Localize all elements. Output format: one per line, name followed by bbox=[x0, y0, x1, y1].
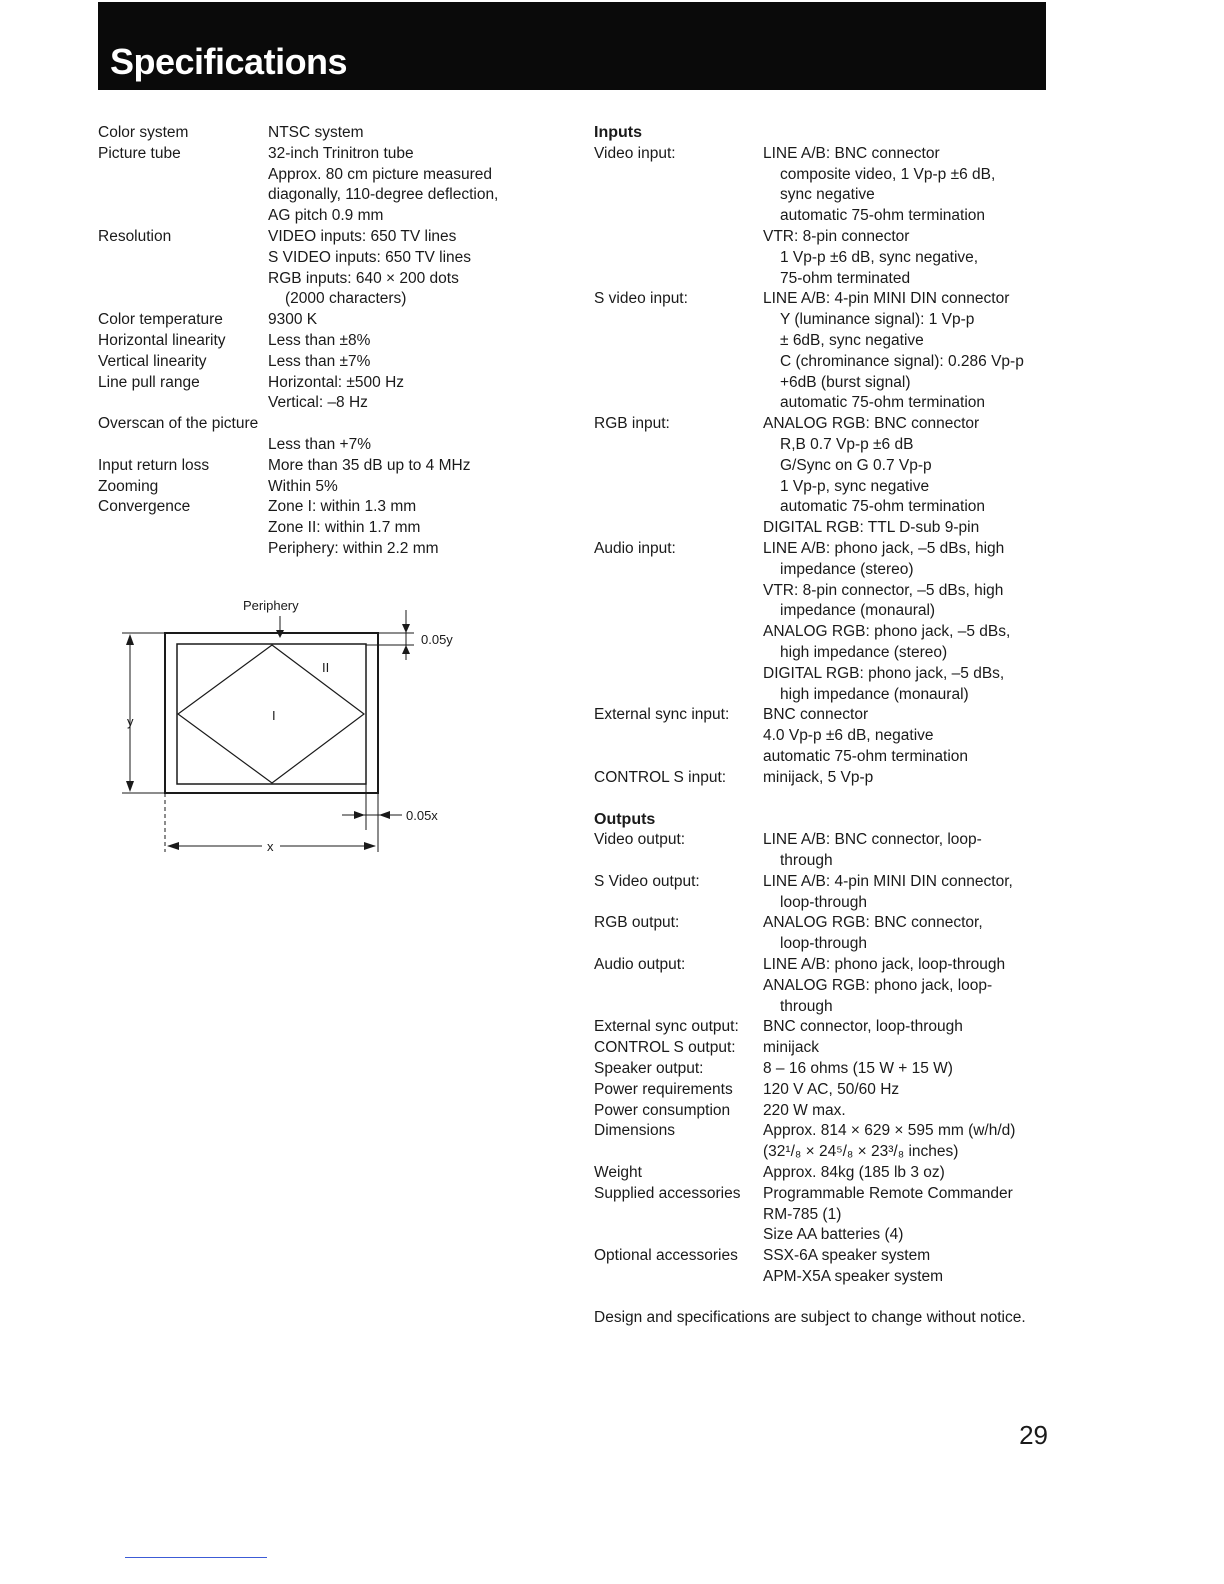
spec-values bbox=[763, 414, 1064, 539]
spec-value-line: R,B 0.7 Vp-p ±6 dB bbox=[780, 435, 914, 453]
y-arrow-down bbox=[126, 781, 134, 792]
spec-value-line: Vertical: –8 Hz bbox=[268, 394, 368, 412]
spec-values bbox=[268, 331, 568, 352]
spec-value-line: loop-through bbox=[780, 893, 868, 911]
inputs-list bbox=[594, 144, 1064, 789]
spec-values bbox=[763, 1059, 1064, 1080]
spec-value-line: ANALOG RGB: phono jack, –5 dBs, bbox=[763, 623, 1011, 641]
spec-label: Audio output: bbox=[594, 956, 686, 974]
spec-value-line: ANALOG RGB: phono jack, loop- bbox=[763, 976, 993, 994]
spec-row bbox=[594, 1017, 1064, 1038]
spec-values bbox=[763, 289, 1064, 414]
outputs-heading: Outputs bbox=[594, 810, 656, 828]
spec-row bbox=[594, 144, 1064, 290]
spec-value-line: (32¹/₈ × 24⁵/₈ × 23³/₈ inches) bbox=[763, 1143, 959, 1161]
page-number: 29 bbox=[1019, 1420, 1048, 1450]
spec-value-line: Zone II: within 1.7 mm bbox=[268, 519, 421, 537]
convergence-diagram bbox=[112, 590, 472, 860]
spec-value-line: ANALOG RGB: BNC connector, bbox=[763, 914, 983, 932]
spec-row bbox=[98, 352, 568, 373]
spec-value-line: automatic 75-ohm termination bbox=[780, 498, 986, 516]
spec-value-line: LINE A/B: BNC connector bbox=[763, 144, 940, 162]
spec-values bbox=[763, 1101, 1064, 1122]
spec-value-line: Size AA batteries (4) bbox=[763, 1226, 904, 1244]
page-title: Specifications bbox=[110, 41, 348, 82]
spec-label: Video input: bbox=[594, 144, 676, 162]
spec-row bbox=[98, 414, 568, 435]
spec-values bbox=[763, 1246, 1064, 1288]
spec-values bbox=[763, 872, 1064, 914]
spec-value-line: Y (luminance signal): 1 Vp-p bbox=[780, 311, 975, 329]
spec-value-line: diagonally, 110-degree deflection, bbox=[268, 186, 499, 204]
spec-value-line: sync negative bbox=[780, 186, 875, 204]
spec-value-line: automatic 75-ohm termination bbox=[763, 747, 969, 765]
spec-row bbox=[594, 872, 1064, 914]
spec-value-line: LINE A/B: phono jack, loop-through bbox=[763, 956, 1006, 974]
spec-label: External sync output: bbox=[594, 1018, 739, 1036]
spec-row bbox=[98, 144, 568, 227]
spec-value-line: ANALOG RGB: BNC connector bbox=[763, 415, 980, 433]
spec-row bbox=[594, 1163, 1064, 1184]
spec-value-line: impedance (stereo) bbox=[780, 560, 914, 578]
spec-values bbox=[763, 913, 1064, 955]
spec-label: Power consumption bbox=[594, 1101, 731, 1119]
spec-value-line: APM-X5A speaker system bbox=[763, 1268, 944, 1286]
spec-label: Convergence bbox=[98, 498, 191, 516]
spec-values bbox=[763, 768, 1064, 789]
spec-value-line: DIGITAL RGB: phono jack, –5 dBs, bbox=[763, 664, 1005, 682]
y-margin-arrow-down bbox=[402, 624, 410, 633]
spec-value-line: composite video, 1 Vp-p ±6 dB, bbox=[780, 165, 996, 183]
spec-label: Horizontal linearity bbox=[98, 331, 226, 349]
spec-value-line: ± 6dB, sync negative bbox=[780, 331, 924, 349]
spec-values bbox=[268, 352, 568, 373]
spec-value-line: Less than +7% bbox=[268, 435, 371, 453]
spec-label: Picture tube bbox=[98, 144, 181, 162]
section-gap bbox=[594, 789, 1064, 810]
spec-values bbox=[763, 144, 1064, 290]
spec-value-line: 1 Vp-p ±6 dB, sync negative, bbox=[780, 248, 979, 266]
spec-value-line: (2000 characters) bbox=[285, 290, 407, 308]
spec-row-values bbox=[98, 435, 568, 456]
spec-value-line: 4.0 Vp-p ±6 dB, negative bbox=[763, 727, 934, 745]
spec-value-line: high impedance (stereo) bbox=[780, 643, 948, 661]
spec-label: Power requirements bbox=[594, 1080, 733, 1098]
spec-row bbox=[594, 1080, 1064, 1101]
spec-value-line: C (chrominance signal): 0.286 Vp-p bbox=[780, 352, 1024, 370]
spec-values bbox=[763, 1080, 1064, 1101]
spec-label: Color temperature bbox=[98, 311, 223, 329]
zone-one-label: I bbox=[272, 708, 276, 723]
spec-label: Weight bbox=[594, 1164, 642, 1182]
spec-value-line: LINE A/B: phono jack, –5 dBs, high bbox=[763, 539, 1005, 557]
spec-label: CONTROL S output: bbox=[594, 1039, 736, 1057]
spec-value-line: DIGITAL RGB: TTL D-sub 9-pin bbox=[763, 519, 980, 537]
spec-value-line: LINE A/B: BNC connector, loop- bbox=[763, 831, 982, 849]
left-spec-list bbox=[98, 123, 568, 560]
spec-row bbox=[594, 913, 1064, 955]
footer-rule bbox=[125, 1557, 267, 1558]
spec-row bbox=[98, 497, 568, 559]
spec-values bbox=[268, 456, 568, 477]
spec-row bbox=[594, 768, 1064, 789]
y-label: y bbox=[127, 714, 134, 729]
spec-label: Audio input: bbox=[594, 539, 676, 557]
spec-label: Line pull range bbox=[98, 373, 200, 391]
spec-value-line: through bbox=[780, 852, 833, 870]
spec-row bbox=[594, 1121, 1064, 1163]
spec-label: Input return loss bbox=[98, 456, 210, 474]
spec-values bbox=[268, 435, 568, 456]
spec-label: S video input: bbox=[594, 290, 688, 308]
spec-label: Overscan of the picture bbox=[98, 415, 259, 433]
x-margin-arrow-left bbox=[379, 811, 390, 819]
spec-value-line: Less than ±7% bbox=[268, 352, 371, 370]
spec-label: CONTROL S input: bbox=[594, 768, 727, 786]
spec-values bbox=[763, 705, 1064, 767]
spec-value-line: VTR: 8-pin connector, –5 dBs, high bbox=[763, 581, 1004, 599]
spec-value-line: Less than ±8% bbox=[268, 331, 371, 349]
change-notice: Design and specifications are subject to change without notice. bbox=[594, 1309, 1026, 1326]
spec-values bbox=[763, 539, 1064, 705]
spec-value-line: minijack, 5 Vp-p bbox=[763, 768, 874, 786]
spec-row bbox=[594, 830, 1064, 872]
spec-value-line: 32-inch Trinitron tube bbox=[268, 144, 414, 162]
spec-value-line: automatic 75-ohm termination bbox=[780, 394, 986, 412]
spec-row bbox=[594, 414, 1064, 539]
spec-value-line: Programmable Remote Commander bbox=[763, 1184, 1013, 1202]
spec-values bbox=[763, 830, 1064, 872]
spec-value-line: 75-ohm terminated bbox=[780, 269, 911, 287]
spec-values bbox=[763, 1017, 1064, 1038]
spec-value-line: 1 Vp-p, sync negative bbox=[780, 477, 930, 495]
spec-value-line: Horizontal: ±500 Hz bbox=[268, 373, 405, 391]
header-bar bbox=[98, 2, 1046, 90]
spec-label: Supplied accessories bbox=[594, 1184, 741, 1202]
outputs-list bbox=[594, 830, 1064, 1288]
spec-value-line: SSX-6A speaker system bbox=[763, 1247, 931, 1265]
spec-value-line: Approx. 84kg (185 lb 3 oz) bbox=[763, 1164, 945, 1182]
y-margin-label: 0.05y bbox=[421, 632, 453, 647]
spec-value-line: LINE A/B: 4-pin MINI DIN connector, bbox=[763, 872, 1013, 890]
x-arrow-right bbox=[364, 842, 376, 850]
spec-row bbox=[98, 331, 568, 352]
spec-label: Dimensions bbox=[594, 1122, 675, 1140]
spec-values bbox=[763, 1121, 1064, 1163]
spec-value-line: LINE A/B: 4-pin MINI DIN connector bbox=[763, 290, 1010, 308]
spec-label: Optional accessories bbox=[594, 1247, 738, 1265]
inputs-heading: Inputs bbox=[594, 124, 642, 141]
spec-value-line: Zone I: within 1.3 mm bbox=[268, 498, 417, 516]
spec-value-line: AG pitch 0.9 mm bbox=[268, 207, 384, 225]
zone-two-label: II bbox=[322, 660, 330, 675]
x-arrow-left bbox=[167, 842, 179, 850]
x-margin-arrow-right bbox=[354, 811, 365, 819]
spec-label: Zooming bbox=[98, 477, 159, 495]
spec-values bbox=[763, 1038, 1064, 1059]
spec-value-line: +6dB (burst signal) bbox=[780, 373, 911, 391]
spec-values bbox=[268, 310, 568, 331]
spec-value-line: More than 35 dB up to 4 MHz bbox=[268, 456, 471, 474]
spec-value-line: VTR: 8-pin connector bbox=[763, 227, 910, 245]
spec-row bbox=[594, 955, 1064, 1017]
spec-label: S Video output: bbox=[594, 872, 700, 890]
spec-label: Video output: bbox=[594, 831, 686, 849]
spec-row bbox=[98, 123, 568, 144]
spec-row bbox=[594, 289, 1064, 414]
spec-value-line: automatic 75-ohm termination bbox=[780, 207, 986, 225]
spec-value-line: minijack bbox=[763, 1039, 819, 1057]
spec-label: RGB output: bbox=[594, 914, 680, 932]
spec-values bbox=[763, 1184, 1064, 1246]
zone-diamond bbox=[178, 645, 364, 783]
spec-value-line: loop-through bbox=[780, 935, 868, 953]
spec-value-line: impedance (monaural) bbox=[780, 602, 936, 620]
y-arrow-up bbox=[126, 634, 134, 645]
label-spacer bbox=[98, 435, 268, 456]
periphery-label: Periphery bbox=[243, 598, 299, 613]
right-spec-list bbox=[594, 123, 1064, 1288]
spec-value-line: Approx. 80 cm picture measured bbox=[268, 165, 492, 183]
spec-value-line: through bbox=[780, 997, 833, 1015]
spec-value-line: S VIDEO inputs: 650 TV lines bbox=[268, 248, 472, 266]
spec-label: Resolution bbox=[98, 227, 172, 245]
spec-values bbox=[268, 227, 568, 310]
spec-row bbox=[98, 477, 568, 498]
spec-row bbox=[594, 1246, 1064, 1288]
spec-row bbox=[594, 1101, 1064, 1122]
spec-label: External sync input: bbox=[594, 706, 730, 724]
spec-label: Vertical linearity bbox=[98, 352, 207, 370]
spec-value-line: Within 5% bbox=[268, 477, 338, 495]
spec-row bbox=[594, 705, 1064, 767]
x-margin-label: 0.05x bbox=[406, 808, 438, 823]
x-label: x bbox=[267, 839, 274, 854]
spec-value-line: BNC connector bbox=[763, 706, 869, 724]
spec-row bbox=[98, 456, 568, 477]
spec-value-line: high impedance (monaural) bbox=[780, 685, 969, 703]
spec-value-line: 9300 K bbox=[268, 311, 318, 329]
spec-value-line: 220 W max. bbox=[763, 1101, 846, 1119]
spec-label: Color system bbox=[98, 124, 189, 141]
spec-value-line: G/Sync on G 0.7 Vp-p bbox=[780, 456, 932, 474]
spec-row bbox=[98, 373, 568, 415]
spec-row bbox=[98, 310, 568, 331]
spec-value-line: RGB inputs: 640 × 200 dots bbox=[268, 269, 459, 287]
spec-values bbox=[268, 373, 568, 415]
spec-value-line: 120 V AC, 50/60 Hz bbox=[763, 1080, 900, 1098]
spec-row bbox=[594, 539, 1064, 705]
spec-values bbox=[268, 123, 568, 144]
spec-value-line: RM-785 (1) bbox=[763, 1205, 842, 1223]
spec-value-line: NTSC system bbox=[268, 124, 364, 141]
spec-row bbox=[594, 1038, 1064, 1059]
spec-values bbox=[268, 144, 568, 227]
spec-value-line: 8 – 16 ohms (15 W + 15 W) bbox=[763, 1060, 953, 1078]
spec-values bbox=[268, 497, 568, 559]
spec-label: RGB input: bbox=[594, 415, 670, 433]
spec-value-line: VIDEO inputs: 650 TV lines bbox=[268, 227, 457, 245]
spec-row bbox=[594, 1184, 1064, 1246]
spec-value-line: Periphery: within 2.2 mm bbox=[268, 539, 439, 557]
spec-value-line: Approx. 814 × 629 × 595 mm (w/h/d) bbox=[763, 1122, 1016, 1140]
spec-label: Speaker output: bbox=[594, 1060, 704, 1078]
spec-value-line: BNC connector, loop-through bbox=[763, 1018, 963, 1036]
spec-values bbox=[268, 477, 568, 498]
spec-row bbox=[594, 1059, 1064, 1080]
y-margin-arrow-up bbox=[402, 645, 410, 654]
spec-values bbox=[763, 1163, 1064, 1184]
spec-values bbox=[763, 955, 1064, 1017]
spec-row bbox=[98, 227, 568, 310]
